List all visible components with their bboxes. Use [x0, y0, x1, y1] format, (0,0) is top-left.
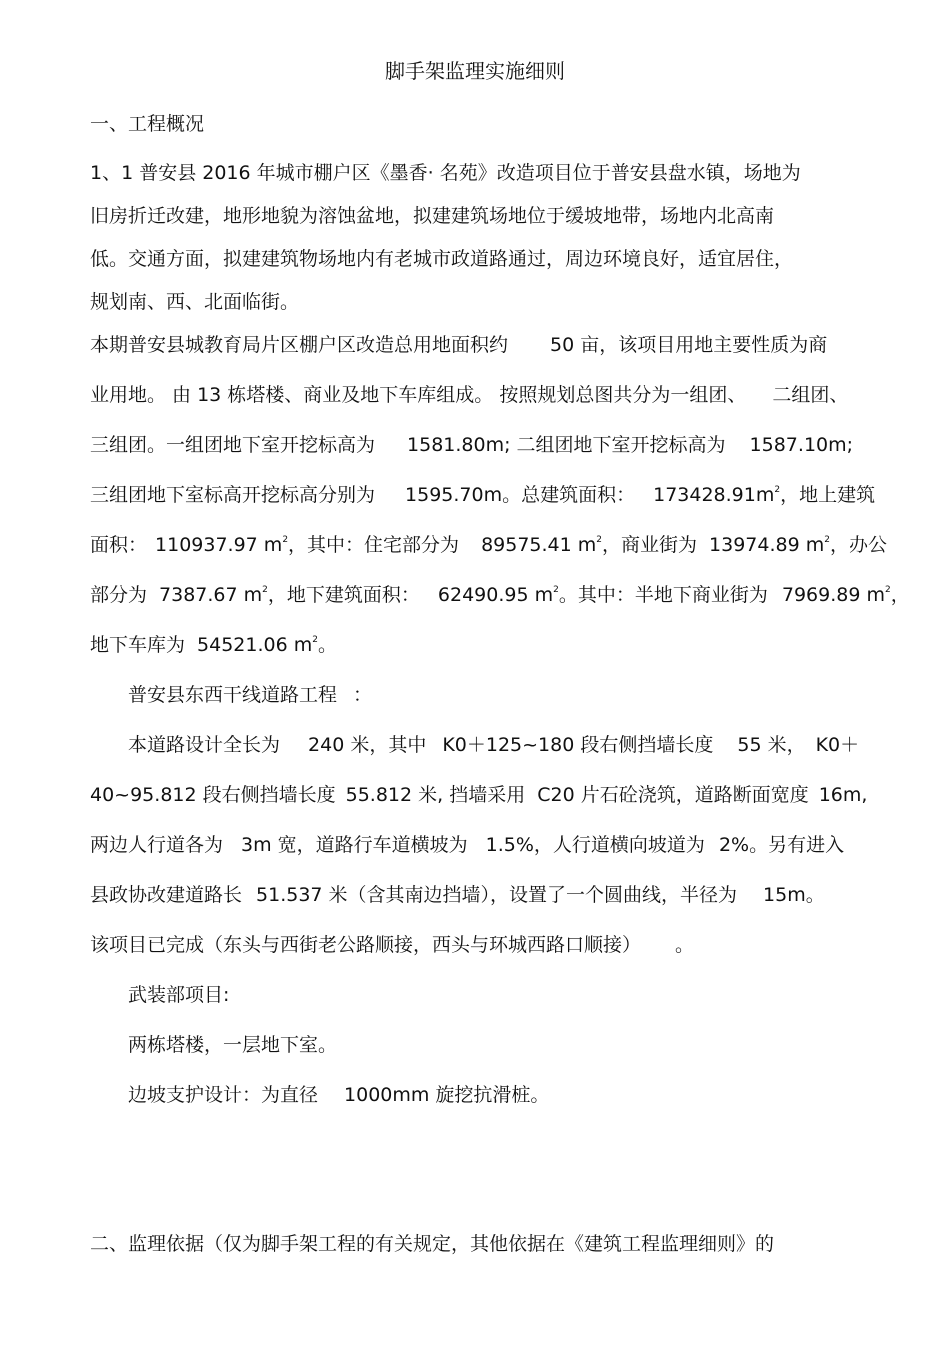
text-run: 1595.70m。总建筑面积： — [405, 484, 636, 506]
text-run: 2%。另有进入 — [718, 834, 845, 856]
military-project-line-1: 两栋塔楼，一层地下室。 — [128, 1034, 338, 1056]
text-run: 。其中：半地下商业街为 — [558, 584, 768, 606]
superscript: 2 — [282, 535, 289, 545]
text-run: 51.537 米（含其南边挡墙），设置了一个圆曲线，半径为 — [256, 884, 738, 906]
text-run: 240 米，其中 — [308, 734, 427, 756]
text-run: 40~95.812 段右侧挡墙长度 — [90, 784, 336, 806]
text-run: 55 米， — [737, 734, 806, 756]
text-run: 边坡支护设计：为直径 — [128, 1084, 319, 1106]
document-title: 脚手架监理实施细则 — [385, 59, 565, 83]
text-run: K0＋125~180 段右侧挡墙长度 — [442, 734, 714, 756]
text-run: 1000mm 旋挖抗滑桩。 — [344, 1084, 550, 1106]
text-run: ，地下建筑面积： — [267, 584, 420, 606]
text-run: 13974.89 m — [709, 534, 825, 556]
text-run: 。 — [317, 634, 337, 656]
area-paragraph-line-2 — [90, 383, 848, 407]
text-run: 地下车库为 — [90, 634, 186, 656]
text-run: 7969.89 m — [781, 584, 885, 606]
military-project-line-2 — [128, 1083, 549, 1107]
superscript: 2 — [774, 485, 781, 495]
area-paragraph-line-7 — [90, 633, 337, 657]
superscript: 2 — [596, 535, 603, 545]
text-run: ， — [890, 584, 910, 606]
text-run: 1581.80m; 二组团地下室开挖标高为 — [407, 434, 726, 456]
project-intro-line-1: 1、1 普安县 2016 年城市棚户区《墨香· 名苑》改造项目位于普安县盘水镇，场地为 — [90, 162, 801, 184]
text-run: 55.812 米, 挡墙采用 — [345, 784, 526, 806]
military-project-heading: 武装部项目: — [128, 984, 230, 1006]
superscript: 2 — [553, 585, 559, 595]
text-run: 16m, — [818, 784, 868, 806]
section-heading-overview: 一、工程概况 — [90, 113, 205, 135]
road-paragraph-line-1 — [128, 733, 859, 757]
text-run: 62490.95 m — [437, 584, 554, 606]
text-run: 1587.10m; — [749, 434, 854, 456]
text-run: 业用地。 由 13 栋塔楼、商业及地下车库组成。 按照规划总图共分为一组团、 — [90, 384, 747, 406]
road-paragraph-line-2 — [90, 783, 867, 807]
area-paragraph-line-1 — [90, 333, 827, 357]
road-paragraph-line-4 — [90, 883, 825, 907]
superscript: 2 — [884, 585, 891, 595]
area-paragraph-line-3 — [90, 433, 853, 457]
section-heading-basis: 二、监理依据（仅为脚手架工程的有关规定，其他依据在《建筑工程监理细则》的 — [90, 1233, 775, 1255]
superscript: 2 — [262, 585, 268, 595]
text-run: 110937.97 m — [155, 534, 283, 556]
text-run: 50 亩，该项目用地主要性质为商 — [550, 334, 828, 356]
text-run: 173428.91m — [653, 484, 775, 506]
text-run: 三组团地下室标高开挖标高分别为 — [90, 484, 376, 506]
text-run: 3m 宽，道路行车道横坡为 — [241, 834, 468, 856]
area-paragraph-line-5 — [90, 533, 887, 557]
text-run: ，其中：住宅部分为 — [288, 534, 460, 556]
text-run: 54521.06 m — [197, 634, 313, 656]
text-run: C20 片石砼浇筑，道路断面宽度 — [537, 784, 809, 806]
text-run: 1.5%，人行道横向坡道为 — [485, 834, 705, 856]
text-run: 普安县东西干线道路工程 — [128, 684, 338, 706]
text-run: 89575.41 m — [481, 534, 597, 556]
text-run: ，办公 — [829, 534, 887, 556]
text-run: 部分为 — [90, 584, 148, 606]
road-paragraph-line-5 — [90, 933, 694, 957]
text-run: ： — [353, 684, 373, 706]
text-run: 本道路设计全长为 — [128, 734, 281, 756]
area-paragraph-line-4 — [90, 483, 875, 507]
project-intro-line-3: 低。交通方面，拟建建筑物场地内有老城市政道路通过，周边环境良好，适宜居住， — [90, 248, 794, 270]
text-run: 本期普安县城教育局片区棚户区改造总用地面积约 — [90, 334, 509, 356]
superscript: 2 — [312, 635, 318, 645]
road-paragraph-line-3 — [90, 833, 844, 857]
text-run: ，地上建筑 — [780, 484, 876, 506]
text-run: 15m。 — [763, 884, 825, 906]
project-intro-line-4: 规划南、西、北面临街。 — [90, 291, 300, 313]
text-run: 该项目已完成（东头与西街老公路顺接，西头与环城西路口顺接） — [90, 934, 642, 956]
text-run: 面积： — [90, 534, 148, 556]
text-run: 7387.67 m — [159, 584, 263, 606]
text-run: ，商业街为 — [602, 534, 698, 556]
text-run: 县政协改建道路长 — [90, 884, 243, 906]
project-intro-line-2: 旧房折迁改建，地形地貌为溶蚀盆地，拟建建筑场地位于缓坡地带，场地内北高南 — [90, 205, 775, 227]
text-run: K0＋ — [815, 734, 860, 756]
text-run: 三组团。一组团地下室开挖标高为 — [90, 434, 376, 456]
text-run: 。 — [675, 934, 695, 956]
superscript: 2 — [824, 535, 830, 545]
text-run: 两边人行道各为 — [90, 834, 224, 856]
area-paragraph-line-6 — [90, 583, 910, 607]
road-project-heading — [128, 683, 372, 707]
text-run: 二组团、 — [772, 384, 849, 406]
